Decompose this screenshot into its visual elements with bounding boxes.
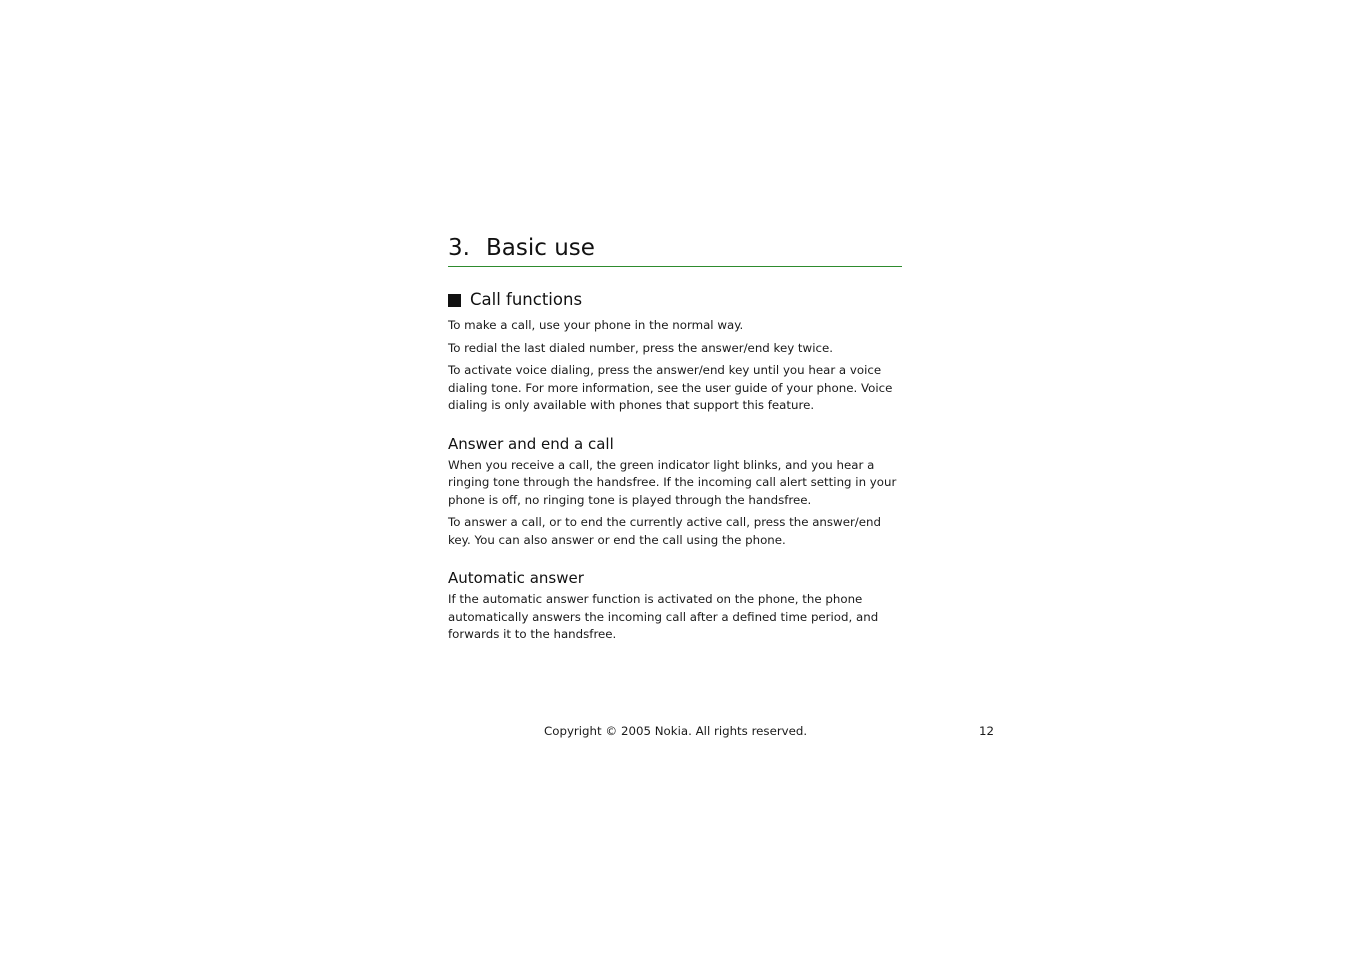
subsection-heading: Automatic answer [448,569,584,587]
chapter-title: Basic use [486,235,595,261]
footer-copyright: Copyright © 2005 Nokia. All rights reserved. [544,724,808,738]
chapter-heading [448,232,902,267]
section-title: Call functions [470,290,583,309]
paragraph: When you receive a call, the green indicator light blinks, and you hear a ringing tone through the handsfree. If the incoming call alert setting in your phone is off, no ringing tone is played through the handsfree. [448,457,897,507]
paragraph: To make a call, use your phone in the normal way. [448,318,744,332]
paragraph: If the automatic answer function is activated on the phone, the phone automatically answers the incoming call after a defined time period, and forwards it to the handsfree. [448,592,879,641]
section-heading [448,289,902,311]
paragraph: To answer a call, or to end the currently active call, press the answer/end key. You can also answer or end the call using the phone. [448,515,882,547]
paragraph: To redial the last dialed number, press the answer/end key twice. [448,340,833,355]
paragraph: To activate voice dialing, press the answer/end key until you hear a voice dialing tone. For more information, see the user guide of your phone. Voice dialing is only available with phones that support this feature. [448,363,893,412]
subsection-heading: Answer and end a call [448,434,614,453]
page-content [448,232,902,644]
page-number: 12 [979,724,995,738]
square-bullet-icon [448,294,461,307]
chapter-number: 3. [448,235,470,261]
